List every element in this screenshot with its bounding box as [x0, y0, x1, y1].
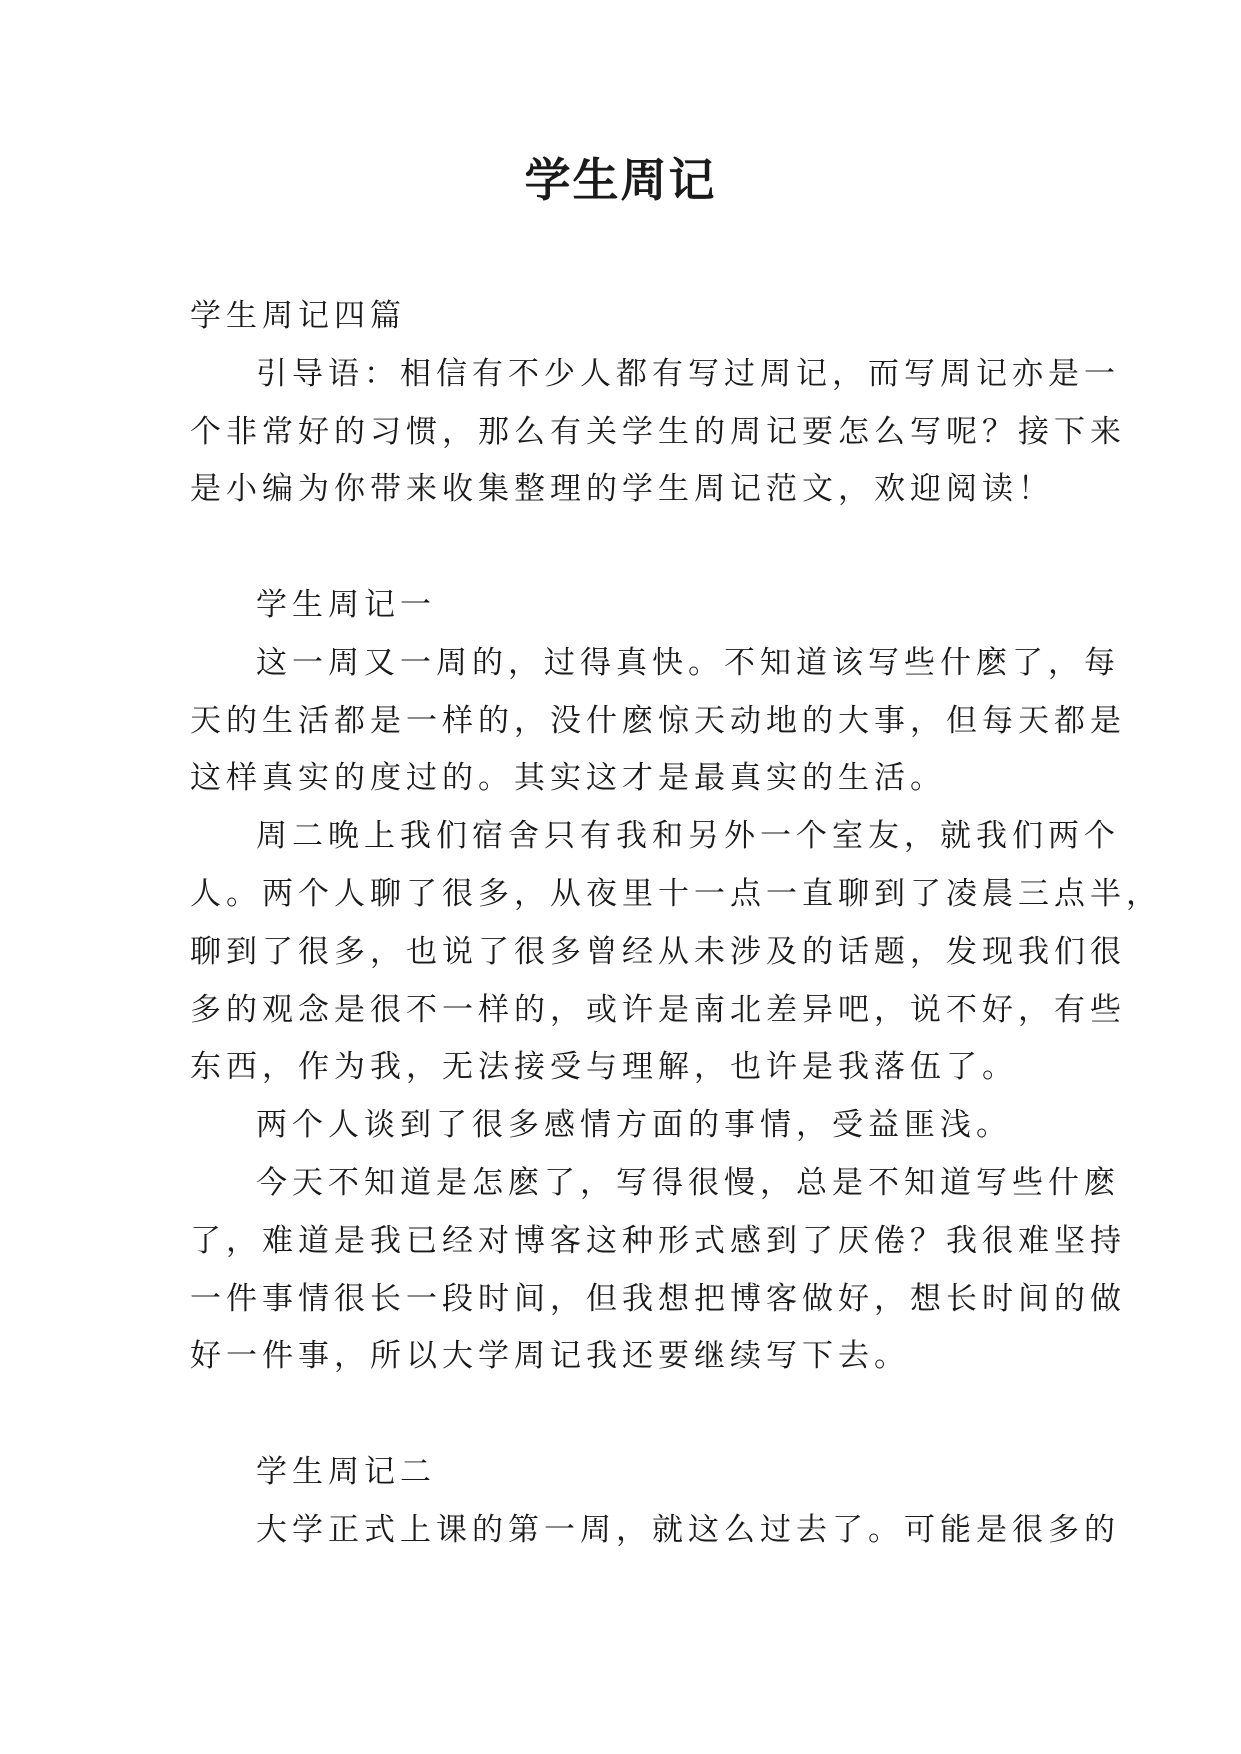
text-line: 人。两个人聊了很多，从夜里十一点一直聊到了凌晨三点半， — [190, 875, 1162, 912]
document-title: 学生周记 — [524, 153, 717, 207]
text-line: 了，难道是我已经对博客这种形式感到了厌倦？我很难坚持 — [190, 1222, 1126, 1259]
text-line: 今天不知道是怎麽了，写得很慢，总是不知道写些什麽 — [256, 1164, 1120, 1201]
text-line: 两个人谈到了很多感情方面的事情，受益匪浅。 — [256, 1107, 1012, 1144]
paragraph-gap — [190, 519, 1050, 577]
paragraph — [190, 1155, 1126, 1386]
text-line: 引导语：相信有不少人都有写过周记，而写周记亦是一 — [256, 355, 1120, 392]
paragraph — [190, 1097, 1050, 1155]
section-heading: 学生周记一 — [256, 586, 436, 623]
text-line: 多的观念是很不一样的，或许是南北差异吧，说不好，有些 — [190, 991, 1126, 1028]
text-line: 这样真实的度过的。其实这才是最真实的生活。 — [190, 760, 946, 797]
subtitle: 学生周记四篇 — [190, 298, 406, 334]
text-line: 一件事情很长一段时间，但我想把博客做好，想长时间的做 — [190, 1280, 1126, 1317]
section-heading: 学生周记二 — [256, 1453, 436, 1490]
paragraph — [190, 635, 1126, 808]
text-line: 好一件事，所以大学周记我还要继续写下去。 — [190, 1338, 910, 1375]
paragraph — [190, 1502, 1120, 1560]
text-line: 聊到了很多，也说了很多曾经从未涉及的话题，发现我们很 — [190, 933, 1126, 970]
paragraph-gap — [190, 1386, 1050, 1444]
document-body — [190, 288, 1162, 1560]
text-line: 是小编为你带来收集整理的学生周记范文，欢迎阅读！ — [190, 471, 1054, 508]
text-line: 天的生活都是一样的，没什麽惊天动地的大事，但每天都是 — [190, 702, 1126, 739]
text-line: 周二晚上我们宿舍只有我和另外一个室友，就我们两个 — [256, 818, 1120, 855]
text-line: 这一周又一周的，过得真快。不知道该写些什麽了，每 — [256, 644, 1120, 681]
text-line: 大学正式上课的第一周，就这么过去了。可能是很多的 — [256, 1511, 1120, 1548]
text-line: 个非常好的习惯，那么有关学生的周记要怎么写呢？接下来 — [190, 413, 1126, 450]
text-line: 东西，作为我，无法接受与理解，也许是我落伍了。 — [190, 1049, 1018, 1086]
paragraph — [190, 808, 1162, 1097]
intro-paragraph — [190, 346, 1126, 519]
